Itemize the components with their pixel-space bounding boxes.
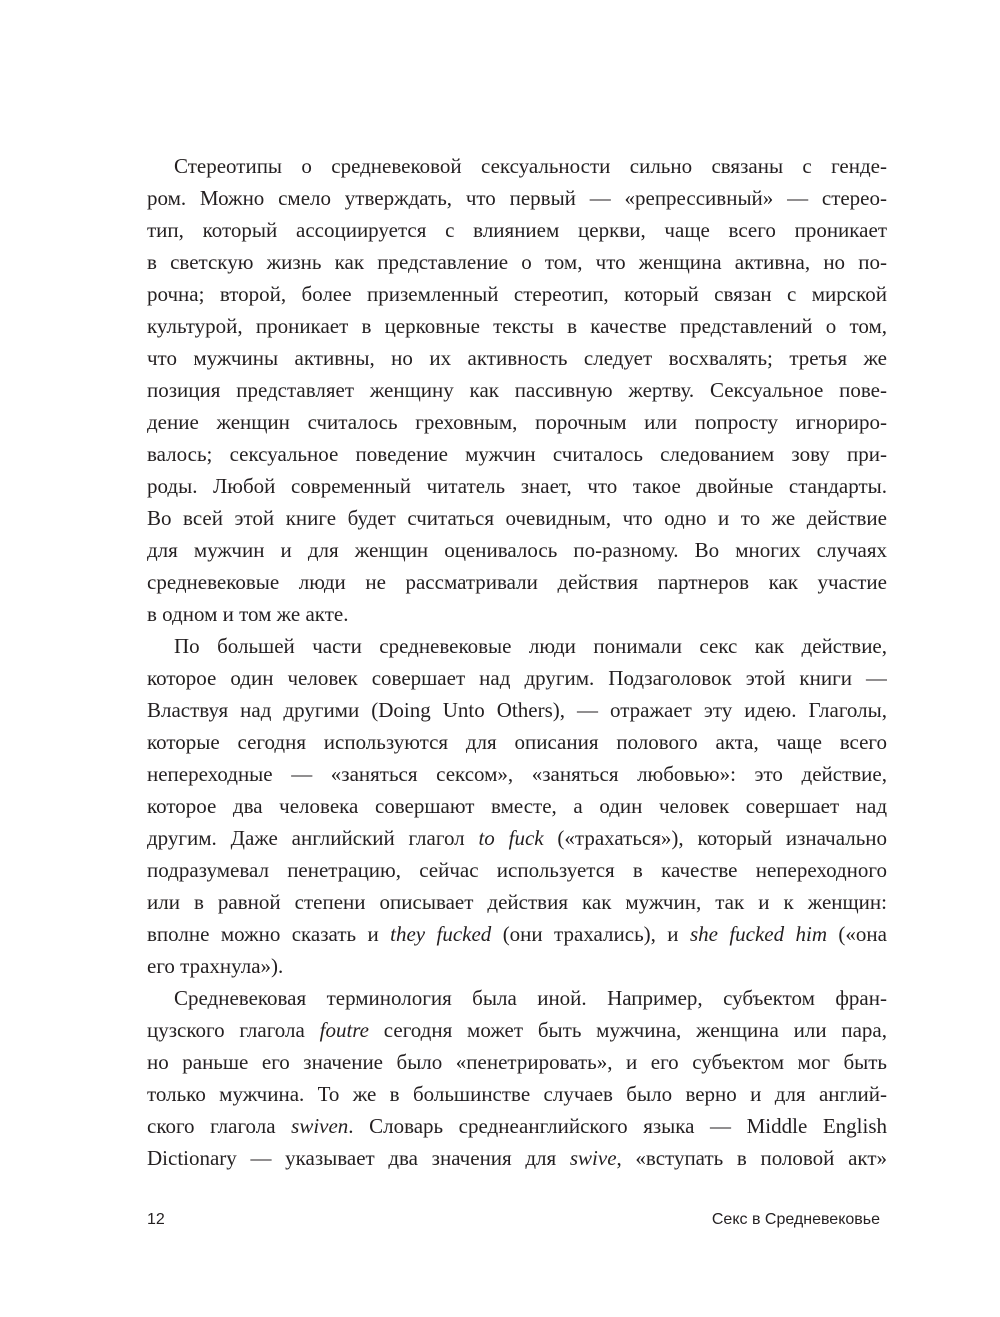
text-run: непереходные — «заняться сексом», «заняться любовью»: это действие, (147, 762, 887, 786)
text-line (147, 950, 887, 982)
text-run: в одном и том же акте. (147, 602, 349, 626)
text-line (147, 246, 887, 278)
page-number: 12 (147, 1211, 165, 1228)
text-line (147, 662, 887, 694)
text-run: Средневековая терминология была иной. Например, субъектом фран- (174, 986, 887, 1010)
text-run: подразумевал пенетрацию, сейчас используется в качестве непереходного (147, 858, 887, 882)
text-line (147, 278, 887, 310)
text-line (147, 470, 887, 502)
text-line (147, 1142, 887, 1174)
text-line (147, 822, 887, 854)
text-line (147, 342, 887, 374)
text-run: , «вступать в половой акт» (616, 1146, 887, 1170)
text-run: для мужчин и для женщин оценивалось по-разному. Во многих случаях (147, 538, 887, 562)
text-run: Властвуя над другими (Doing Unto Others), — отражает эту идею. Глаголы, (147, 698, 887, 722)
text-run: ром. Можно смело утверждать, что первый — «репрессивный» — стерео- (147, 186, 887, 210)
text-run: вполне можно сказать и (147, 922, 391, 946)
paragraph (147, 150, 887, 630)
text-run: тип, который ассоциируется с влиянием церкви, чаще всего проникает (147, 218, 887, 242)
paragraph (147, 630, 887, 982)
italic-term: swiven (291, 1114, 349, 1138)
text-run: в светскую жизнь как представление о том, что женщина активна, но по- (147, 250, 887, 274)
text-run: которое два человека совершают вместе, а один человек совершает над (147, 794, 887, 818)
text-run: позиция представляет женщину как пассивную жертву. Сексуальное пове- (147, 378, 887, 402)
text-run: ского глагола (147, 1114, 292, 1138)
text-line (147, 502, 887, 534)
text-run: По большей части средневековые люди понимали секс как действие, (174, 634, 887, 658)
text-run: которые сегодня используются для описания полового акта, чаще всего (147, 730, 887, 754)
text-run: что мужчины активны, но их активность следует восхвалять; третья же (147, 346, 887, 370)
text-line (147, 406, 887, 438)
text-line (147, 918, 887, 950)
running-head: Секс в Средневековье (711, 1211, 880, 1228)
text-line (147, 310, 887, 342)
text-line (147, 854, 887, 886)
text-line (147, 886, 887, 918)
text-run: . Словарь среднеанглийского языка — Middle English (348, 1114, 887, 1138)
text-run: рочна; второй, более приземленный стереотип, который связан с мирской (147, 282, 887, 306)
italic-term: to fuck (478, 826, 544, 850)
italic-term: foutre (319, 1018, 370, 1042)
text-run: его трахнула»). (147, 954, 284, 978)
text-line (147, 598, 887, 630)
text-line (147, 182, 887, 214)
text-line (147, 1046, 887, 1078)
text-line (147, 1078, 887, 1110)
text-line (147, 438, 887, 470)
paragraph (147, 982, 887, 1174)
italic-term: swive (569, 1146, 617, 1170)
text-line (147, 1014, 887, 1046)
text-line (147, 758, 887, 790)
text-line (147, 790, 887, 822)
text-line (147, 1110, 887, 1142)
text-run: цузского глагола (147, 1018, 320, 1042)
text-run: которое один человек совершает над другим. Подзаголовок этой книги — (147, 666, 887, 690)
text-run: роды. Любой современный читатель знает, что такое двойные стандарты. (147, 474, 887, 498)
text-line (147, 630, 887, 662)
text-line (147, 694, 887, 726)
text-line (147, 150, 887, 182)
text-run: дение женщин считалось греховным, порочным или попросту игнориро- (147, 410, 887, 434)
text-run: сегодня может быть мужчина, женщина или пара, (369, 1018, 887, 1042)
text-line (147, 374, 887, 406)
italic-term: they fucked (390, 922, 492, 946)
text-run: («трахаться»), который изначально (543, 826, 887, 850)
text-line (147, 726, 887, 758)
text-run: культурой, проникает в церковные тексты в качестве представлений о том, (147, 314, 887, 338)
text-run: Стереотипы о средневековой сексуальности сильно связаны с генде- (174, 154, 887, 178)
text-run: валось; сексуальное поведение мужчин считалось следованием зову при- (147, 442, 887, 466)
text-run: но раньше его значение было «пенетрировать», и его субъектом мог быть (147, 1050, 887, 1074)
text-run: («она (827, 922, 887, 946)
text-run: Dictionary — указывает два значения для (147, 1146, 570, 1170)
text-run: Во всей этой книге будет считаться очевидным, что одно и то же действие (147, 506, 887, 530)
text-run: только мужчина. То же в большинстве случаев было верно и для англий- (147, 1082, 887, 1106)
text-run: другим. Даже английский глагол (147, 826, 479, 850)
italic-term: she fucked him (689, 922, 828, 946)
text-line (147, 982, 887, 1014)
text-run: средневековые люди не рассматривали действия партнеров как участие (147, 570, 887, 594)
text-line (147, 566, 887, 598)
body-text (147, 150, 887, 1174)
text-line (147, 534, 887, 566)
text-line (147, 214, 887, 246)
text-run: или в равной степени описывает действия как мужчин, так и к женщин: (147, 890, 887, 914)
text-run: (они трахались), и (491, 922, 690, 946)
